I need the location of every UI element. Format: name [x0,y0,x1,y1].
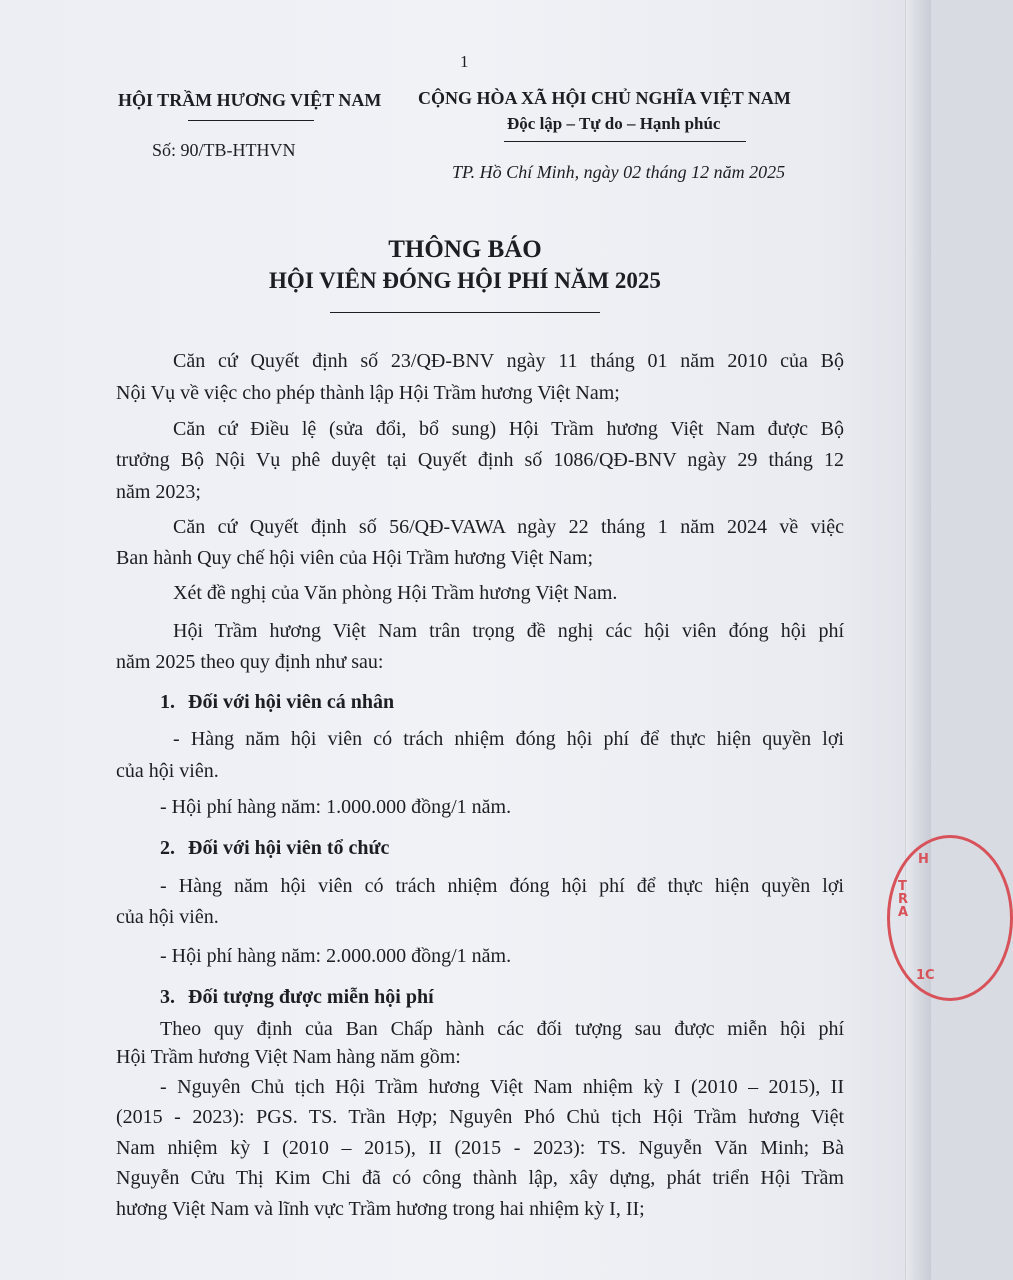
paragraph-line: Căn cứ Điều lệ (sửa đổi, bổ sung) Hội Trầm hương Việt Nam được Bộ [173,418,844,440]
motto-underline [504,141,746,142]
paragraph-line: (2015 - 2023): PGS. TS. Trần Hợp; Nguyên Phó Chủ tịch Hội Trầm hương Việt [116,1106,844,1128]
section-heading: 1. Đối với hội viên cá nhân [160,691,395,713]
paragraph-line: hương Việt Nam và lĩnh vực Trầm hương trong hai nhiệm kỳ I, II; [116,1198,645,1220]
national-motto: Độc lập – Tự do – Hạnh phúc [507,114,721,133]
paragraph-line: - Nguyên Chủ tịch Hội Trầm hương Việt Nam nhiệm kỳ I (2010 – 2015), II [160,1076,844,1098]
country-header: CỘNG HÒA XÃ HỘI CHỦ NGHĨA VIỆT NAM [418,88,791,108]
page-number: 1 [460,52,469,71]
page-fold-shadow [905,0,931,1280]
paragraph-line: Hội Trầm hương Việt Nam trân trọng đề nghị các hội viên đóng hội phí [173,620,844,642]
paragraph-line: năm 2025 theo quy định như sau: [116,651,384,673]
paragraph-line: năm 2023; [116,481,201,503]
title-underline [330,312,600,313]
seal-text-top: H [918,852,929,867]
paragraph-line: của hội viên. [116,760,219,782]
paragraph-line: Hội Trầm hương Việt Nam hàng năm gồm: [116,1046,461,1068]
paragraph-line: của hội viên. [116,906,219,928]
paragraph-line: Căn cứ Quyết định số 23/QĐ-BNV ngày 11 tháng 01 năm 2010 của Bộ [173,350,844,372]
paragraph-line: - Hội phí hàng năm: 2.000.000 đồng/1 năm. [160,945,512,967]
paragraph-line: Nội Vụ về việc cho phép thành lập Hội Trầm hương Việt Nam; [116,382,620,404]
section-heading: 3. Đối tượng được miễn hội phí [160,986,434,1008]
paragraph-line: trưởng Bộ Nội Vụ phê duyệt tại Quyết định số 1086/QĐ-BNV ngày 29 tháng 12 [116,449,844,471]
paragraph-line: - Hàng năm hội viên có trách nhiệm đóng hội phí để thực hiện quyền lợi [173,728,844,750]
paragraph-line: Nam nhiệm kỳ I (2010 – 2015), II (2015 - 2023): TS. Nguyễn Văn Minh; Bà [116,1137,844,1159]
place-date: TP. Hồ Chí Minh, ngày 02 tháng 12 năm 2025 [452,162,786,182]
organization-underline [188,120,314,121]
paragraph-line: Xét đề nghị của Văn phòng Hội Trầm hương Việt Nam. [173,582,618,604]
paragraph-line: Ban hành Quy chế hội viên của Hội Trầm hương Việt Nam; [116,547,594,569]
paragraph-line: - Hàng năm hội viên có trách nhiệm đóng hội phí để thực hiện quyền lợi [160,875,844,897]
paragraph-line: Theo quy định của Ban Chấp hành các đối tượng sau được miễn hội phí [160,1018,844,1040]
seal-text-left: TRA [898,879,909,920]
organization-name: HỘI TRẦM HƯƠNG VIỆT NAM [118,90,382,110]
paragraph-line: - Hội phí hàng năm: 1.000.000 đồng/1 năm. [160,796,512,818]
section-heading: 2. Đối với hội viên tổ chức [160,837,390,859]
document-subtitle: HỘI VIÊN ĐÓNG HỘI PHÍ NĂM 2025 [269,268,661,293]
seal-text-bottom: 1C [916,968,935,983]
paragraph-line: Nguyễn Cửu Thị Kim Chi đã có công thành lập, xây dựng, phát triển Hội Trầm [116,1167,844,1189]
paragraph-line: Căn cứ Quyết định số 56/QĐ-VAWA ngày 22 tháng 1 năm 2024 về việc [173,516,844,538]
document-title: THÔNG BÁO [388,236,542,263]
document-number: Số: 90/TB-HTHVN [152,140,296,160]
